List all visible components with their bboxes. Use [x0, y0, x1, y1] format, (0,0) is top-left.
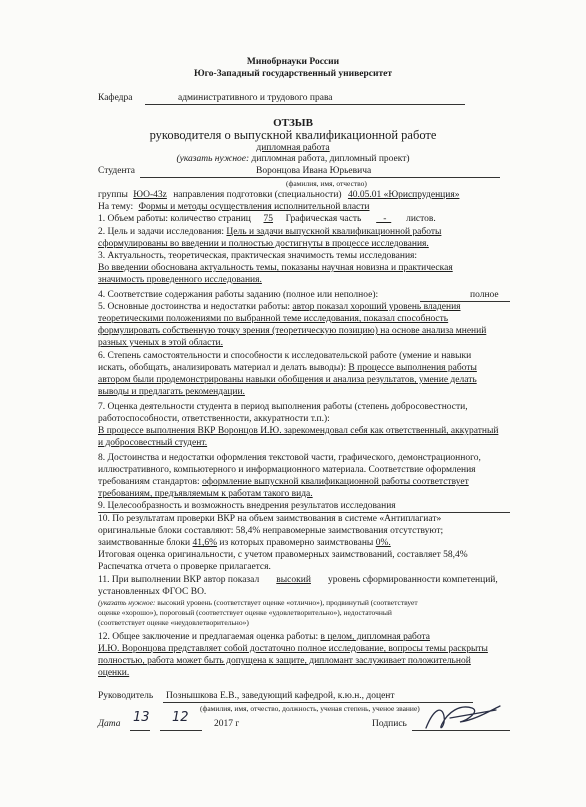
signature-label: Подпись: [372, 719, 407, 729]
item-12-line-3: полностью, работа может быть допущена к защите, дипломант заслуживает положительной: [98, 656, 471, 666]
item-12-line-1: 12. Общее заключение и предлагаемая оценка работы: в целом, дипломная работа: [98, 632, 430, 642]
student-label: Студента: [98, 166, 136, 176]
item-5-line-2: теоретическими положениями по выбранной теме исследования, показал способность: [98, 314, 449, 324]
department-value: административного и трудового права: [178, 93, 333, 103]
supervisor-value: Познышкова Е.В., заведующий кафедрой, к.ю.н., доцент: [166, 691, 395, 701]
item-5-line-4: разных ученых в этой области.: [98, 338, 223, 348]
item-12-line-4: оценки.: [98, 668, 130, 678]
item-10-line-3: заимствованные блоки 41,6% из которых правомерно заимствованы 0%.: [98, 538, 391, 548]
item-8-line-2: иллюстративного, компьютерного и информационного материала. Соответствие оформления: [98, 465, 476, 475]
document-title: ОТЗЫВ: [273, 117, 313, 129]
group-line: группы ЮО-43z направления подготовки (специальности) 40.05.01 «Юриспруденция»: [98, 190, 460, 200]
item-11-line-2: установленных ФГОС ВО.: [98, 587, 207, 597]
item-2-line-2: сформулированы во введении и полностью достигнуты в процессе исследования.: [98, 239, 429, 249]
item-10-line-2: оригинальные блоки составляют: 58,4% неправомерные заимствования отсутствуют;: [98, 526, 444, 536]
ministry-line: Минобрнауки России: [246, 57, 340, 67]
item-6-line-4: выводы и предлагать рекомендации.: [98, 387, 245, 397]
item-3-line-3: значимость проведенного исследования.: [98, 275, 262, 285]
item-4-value: полное: [470, 290, 499, 300]
item-11-line-4: оценке «хорошо»), пороговый (соответствует оценке «удовлетворительно»), недостаточный: [98, 608, 392, 617]
item-6-line-2: искать, обобщать, анализировать материал и делать выводы): В процессе выполнения работы: [98, 363, 477, 373]
item-10-line-1: 10. По результатам проверки ВКР на объем заимствования в системе «Антиплагиат»: [98, 514, 442, 524]
item-4-label: 4. Соответствие содержания работы заданию (полное или неполное):: [98, 290, 379, 300]
item-5-line-1: 5. Основные достоинства и недостатки работы: автор показал хороший уровень владения: [98, 302, 461, 312]
work-type-hint: (указать нужное: дипломная работа, дипломный проект): [176, 154, 410, 164]
item-8-line-3: требованиям стандартов: оформление выпускной квалификационной работы соответствует: [98, 477, 469, 487]
supervisor-label: Руководитель: [98, 691, 154, 701]
work-type: дипломная работа: [256, 143, 330, 153]
item-11-line-3: (указать нужное: высокий уровень (соответствует оценке «отлично»), продвинутый (соответствует: [98, 598, 418, 607]
supervisor-caption: (фамилия, имя, отчество, должность, ученая степень, ученое звание): [200, 704, 420, 713]
student-name: Воронцова Ивана Юрьевича: [256, 166, 372, 176]
document-subtitle: руководителя о выпускной квалификационной работе: [149, 128, 437, 142]
date-label: Дата: [98, 719, 121, 729]
item-9: 9. Целесообразность и возможность внедрения результатов исследования: [98, 501, 396, 511]
item-7-line-2: работоспособности, ответственности, аккуратности т.п.):: [98, 414, 330, 424]
item-7-line-4: и добросовестный студент.: [98, 438, 208, 448]
date-year: 2017 г: [214, 719, 240, 729]
item-8-line-4: требованиям, предъявляемым к работам такого вида.: [98, 489, 313, 499]
handwritten-signature: [420, 698, 510, 738]
item-5-line-3: формулировать собственную точку зрения (теоретическую позицию) на основе анализа мнений: [98, 326, 487, 336]
item-10-line-4: Итоговая оценка оригинальности, с учетом правомерных заимствований, составляет 58,4%: [98, 550, 468, 560]
topic-line: На тему: Формы и методы осуществления исполнительной власти: [98, 202, 370, 212]
item-3-line-2: Во введении обоснована актуальность темы, показаны научная новизна и практическая: [98, 263, 453, 273]
date-month: 12: [172, 710, 189, 725]
department-label: Кафедра: [98, 93, 133, 103]
item-8-line-1: 8. Достоинства и недостатки оформления текстовой части, графического, демонстрационного,: [98, 453, 481, 463]
item-10-line-5: Распечатка отчета о проверке прилагается.: [98, 562, 271, 572]
item-6-line-1: 6. Степень самостоятельности и способности к исследовательской работе (умение и навыки: [98, 351, 472, 361]
item-7-line-1: 7. Оценка деятельности студента в период выполнения работы (степень добросовестности,: [98, 402, 468, 412]
university-line: Юго-Западный государственный университет: [193, 69, 392, 79]
item-1: 1. Объем работы: количество страниц 75 Графическая часть - листов.: [98, 214, 436, 224]
item-6-line-3: автором были продемонстрированы навыки обобщения и анализа результатов, умение делать: [98, 375, 477, 385]
item-2-line-1: 2. Цель и задачи исследования: Цель и задачи выпускной квалификационной работы: [98, 227, 442, 237]
date-day: 13: [133, 710, 150, 725]
student-name-caption: (фамилия, имя, отчество): [286, 179, 367, 188]
item-3-line-1: 3. Актуальность, теоретическая, практическая значимость темы исследования:: [98, 251, 418, 261]
item-11-line-5: (соответствует оценке «неудовлетворительно»): [98, 618, 249, 627]
item-12-line-2: И.Ю. Воронцова представляет собой достаточно полное исследование, вопросы темы раскрыты: [98, 644, 488, 654]
item-7-line-3: В процессе выполнения ВКР Воронцов И.Ю. зарекомендовал себя как ответственный, аккуратный: [98, 426, 499, 436]
item-11-line-1: 11. При выполнении ВКР автор показал высокий уровень сформированности компетенций,: [98, 575, 498, 585]
